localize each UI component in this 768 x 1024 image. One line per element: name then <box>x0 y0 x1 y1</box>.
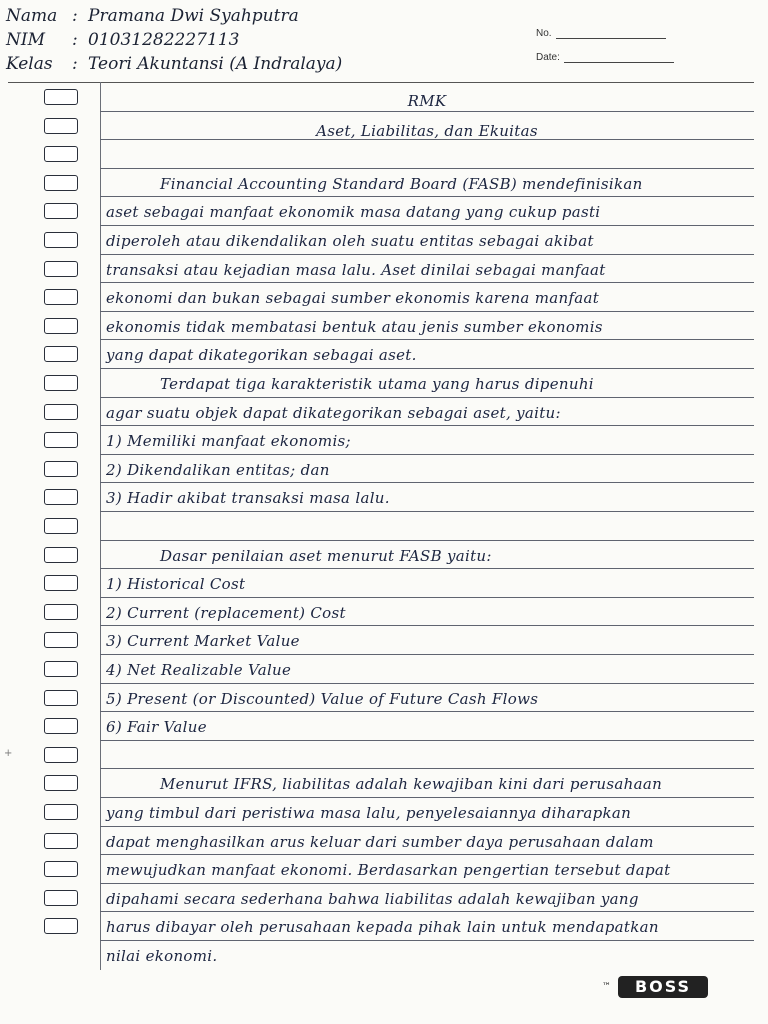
date-underline <box>564 62 674 63</box>
ruled-line <box>100 311 754 312</box>
paragraph-4-line: Menurut IFRS, liabilitas adalah kewajiban kini dari perusahaan <box>160 775 663 793</box>
nim-label: NIM <box>6 30 45 50</box>
kelas-separator: : <box>72 54 78 74</box>
ruled-line <box>100 225 754 226</box>
ruled-line <box>100 826 754 827</box>
row-checkbox[interactable] <box>44 804 78 820</box>
row-checkbox[interactable] <box>44 175 78 191</box>
ruled-line <box>100 282 754 283</box>
paragraph-2-line: 1) Memiliki manfaat ekonomis; <box>106 432 351 450</box>
row-checkbox[interactable] <box>44 146 78 162</box>
ruled-line <box>100 768 754 769</box>
ruled-line <box>100 940 754 941</box>
paragraph-1-line: diperoleh atau dikendalikan oleh suatu entitas sebagai akibat <box>106 232 594 250</box>
ruled-line <box>100 425 754 426</box>
row-checkbox[interactable] <box>44 604 78 620</box>
row-checkbox[interactable] <box>44 661 78 677</box>
paragraph-2-line: agar suatu objek dapat dikategorikan sebagai aset, yaitu: <box>106 404 561 422</box>
row-checkbox[interactable] <box>44 890 78 906</box>
row-checkbox[interactable] <box>44 489 78 505</box>
header-nim <box>6 30 239 50</box>
ruled-line <box>100 654 754 655</box>
paragraph-3-line: 3) Current Market Value <box>106 632 300 650</box>
edge-mark: + <box>4 748 13 759</box>
row-checkbox[interactable] <box>44 632 78 648</box>
header-name <box>6 6 299 26</box>
paragraph-4-line: nilai ekonomi. <box>106 947 218 965</box>
date-label: Date: <box>536 52 560 63</box>
row-checkbox[interactable] <box>44 518 78 534</box>
row-checkbox[interactable] <box>44 775 78 791</box>
no-label: No. <box>536 28 552 39</box>
paragraph-3-line: 4) Net Realizable Value <box>106 661 292 679</box>
kelas-value: Teori Akuntansi (A Indralaya) <box>88 54 343 74</box>
paragraph-2-line: Terdapat tiga karakteristik utama yang harus dipenuhi <box>160 375 594 393</box>
paragraph-4-line: dipahami secara sederhana bahwa liabilitas adalah kewajiban yang <box>106 890 639 908</box>
paragraph-1-line: Financial Accounting Standard Board (FASB) mendefinisikan <box>160 175 643 193</box>
ruled-line <box>100 854 754 855</box>
ruled-line <box>100 111 754 112</box>
row-checkbox[interactable] <box>44 375 78 391</box>
title-rmk: RMK <box>407 92 447 110</box>
ruled-line <box>100 368 754 369</box>
ruled-line <box>100 454 754 455</box>
margin-line <box>100 82 101 970</box>
ruled-line <box>100 797 754 798</box>
row-checkbox[interactable] <box>44 833 78 849</box>
paragraph-3-line: 2) Current (replacement) Cost <box>106 604 346 622</box>
row-checkbox[interactable] <box>44 432 78 448</box>
paragraph-1-line: transaksi atau kejadian masa lalu. Aset dinilai sebagai manfaat <box>106 261 606 279</box>
ruled-line <box>100 397 754 398</box>
row-checkbox[interactable] <box>44 690 78 706</box>
paragraph-2-line: 3) Hadir akibat transaksi masa lalu. <box>106 489 390 507</box>
no-field <box>536 28 666 39</box>
row-checkbox[interactable] <box>44 404 78 420</box>
ruled-line <box>100 339 754 340</box>
ruled-line <box>100 597 754 598</box>
ruled-line <box>100 740 754 741</box>
paragraph-2-line: 2) Dikendalikan entitas; dan <box>106 461 330 479</box>
paragraph-1-line: yang dapat dikategorikan sebagai aset. <box>106 346 417 364</box>
name-label: Nama <box>6 6 58 26</box>
row-checkbox[interactable] <box>44 718 78 734</box>
header-kelas <box>6 54 342 74</box>
ruled-line <box>100 254 754 255</box>
row-checkbox[interactable] <box>44 918 78 934</box>
name-value: Pramana Dwi Syahputra <box>88 6 299 26</box>
paragraph-3-line: 1) Historical Cost <box>106 575 246 593</box>
paragraph-4-line: mewujudkan manfaat ekonomi. Berdasarkan pengertian tersebut dapat <box>106 861 671 879</box>
date-field <box>536 52 674 63</box>
title-topic: Aset, Liabilitas, dan Ekuitas <box>316 122 538 140</box>
ruled-line <box>100 625 754 626</box>
paragraph-1-line: ekonomis tidak membatasi bentuk atau jenis sumber ekonomis <box>106 318 603 336</box>
ruled-line <box>100 683 754 684</box>
paragraph-3-line: Dasar penilaian aset menurut FASB yaitu: <box>160 547 492 565</box>
brand-logo: BOSS <box>618 976 708 998</box>
paragraph-3-line: 5) Present (or Discounted) Value of Future Cash Flows <box>106 690 539 708</box>
row-checkbox[interactable] <box>44 318 78 334</box>
nim-value: 01031282227113 <box>88 30 240 50</box>
row-checkbox[interactable] <box>44 232 78 248</box>
ruled-line <box>100 196 754 197</box>
paragraph-1-line: ekonomi dan bukan sebagai sumber ekonomis karena manfaat <box>106 289 600 307</box>
paragraph-4-line: harus dibayar oleh perusahaan kepada pihak lain untuk mendapatkan <box>106 918 659 936</box>
name-separator: : <box>72 6 78 26</box>
ruled-line <box>100 168 754 169</box>
paragraph-4-line: dapat menghasilkan arus keluar dari sumber daya perusahaan dalam <box>106 833 654 851</box>
row-checkbox[interactable] <box>44 118 78 134</box>
ruled-line <box>100 482 754 483</box>
row-checkbox[interactable] <box>44 575 78 591</box>
row-checkbox[interactable] <box>44 461 78 477</box>
ruled-line <box>100 911 754 912</box>
ruled-line <box>100 883 754 884</box>
brand-mark: ™ <box>602 982 611 992</box>
row-checkbox[interactable] <box>44 747 78 763</box>
paragraph-4-line: yang timbul dari peristiwa masa lalu, penyelesaiannya diharapkan <box>106 804 632 822</box>
ruled-line <box>100 511 754 512</box>
top-rule <box>8 82 754 83</box>
row-checkbox[interactable] <box>44 547 78 563</box>
row-checkbox[interactable] <box>44 346 78 362</box>
ruled-line <box>100 711 754 712</box>
row-checkbox[interactable] <box>44 261 78 277</box>
nim-separator: : <box>72 30 78 50</box>
row-checkbox[interactable] <box>44 203 78 219</box>
no-underline <box>556 38 666 39</box>
ruled-line <box>100 540 754 541</box>
ruled-line <box>100 568 754 569</box>
row-checkbox[interactable] <box>44 89 78 105</box>
paragraph-3-line: 6) Fair Value <box>106 718 207 736</box>
paragraph-1-line: aset sebagai manfaat ekonomik masa datang yang cukup pasti <box>106 203 601 221</box>
row-checkbox[interactable] <box>44 289 78 305</box>
kelas-label: Kelas <box>6 54 53 74</box>
row-checkbox[interactable] <box>44 861 78 877</box>
